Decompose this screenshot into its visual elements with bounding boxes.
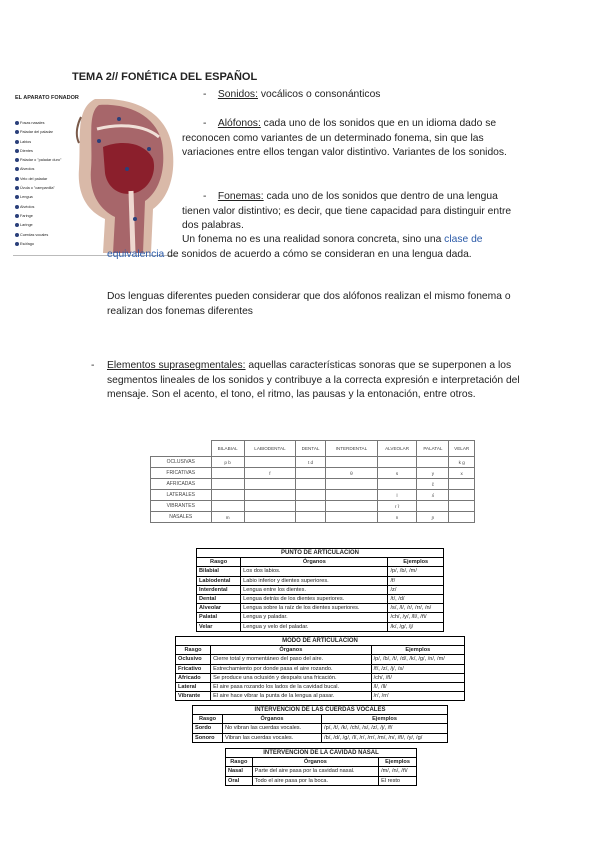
legend-item: Esófago — [15, 240, 61, 249]
legend-item: Fosas nasales — [15, 119, 61, 128]
chart-row-label: VIBRANTES — [151, 501, 212, 512]
table-row: Oclusivo Cierre total y momentáneo del paso del aire. /p/, /b/, /t/, /d/, /k/, /g/, /n/, /m/ — [176, 655, 465, 664]
chart-row-label: FRICATIVAS — [151, 468, 212, 479]
table-caption: MODO DE ARTICULACIÓN — [176, 637, 465, 646]
cavidad-nasal-table: INTERVENCIÓN DE LA CAVIDAD NASAL Rasgo Órganos Ejemplos Nasal Parte del aire pasa por la cavidad nasal. /m/, /n/, /ñ/ Oral Todo el aire pasa por la boca. El resto — [225, 748, 417, 786]
table-row: Vibrante El aire hace vibrar la punta de la lengua al pasar. /r/, /rr/ — [176, 692, 465, 701]
chart-col-header: ALVEOLAR — [377, 441, 417, 457]
table-row: Sonoro Vibran las cuerdas vocales. /b/, /d/, /g/, /l/, /r/, /rr/, /m/, /n/, /ñ/, /y/, /g/ — [193, 733, 448, 742]
table-row: Dental Lengua detrás de los dientes superiores. /t/, /d/ — [197, 594, 444, 603]
table-caption: INTERVENCIÓN DE LAS CUERDAS VOCALES — [193, 706, 448, 715]
punto-articulacion-table: PUNTO DE ARTICULACIÓN Rasgo Órganos Ejemplos Bilabial Los dos labios. /p/, /b/, /m/ Labiodental Labio inferior y dientes superiores. /f/ Interdental Lengua entre los dientes. /z/ Dental Lengua detrás de los dientes superiores. /t/, /d/ Alveolar Lengua sobre la raíz de los dientes superiores. /s/, /l/, /r/, /rr/, /n/ Palatal Lengua y paladar. /ch/, /y/, /ll/, /ñ/ Velar Lengua y velo del paladar. /k/, /g/, /j/ — [196, 548, 444, 632]
bullet-suprasegmentales: - Elementos suprasegmentales: aquellas características sonoras que se superponen a los segmentos lineales de los sonidos y contribuye a la correcta expresión e interpretación del mensaje. Son el acento, el tono, el ritmo, las pausas y la entonación, entre otros. — [91, 360, 520, 401]
legend-item: Lengua — [15, 193, 61, 202]
table-row: Sordo No vibran las cuerdas vocales. /p/, /t/, /k/, /ch/, /s/, /z/, /j/, /f/ — [193, 724, 448, 733]
legend-item: Velo del paladar — [15, 175, 61, 184]
legend-item: Paladar o "paladar duro" — [15, 156, 61, 165]
legend-item: Cuerdas vocales — [15, 231, 61, 240]
table-row: Velar Lengua y velo del paladar. /k/, /g/, /j/ — [197, 622, 444, 631]
legend-item: Laringe — [15, 221, 61, 230]
chart-col-header: BILABIAL — [211, 441, 244, 457]
chart-col-header: VELAR — [449, 441, 475, 457]
chart-row-label: NASALES — [151, 512, 212, 523]
consonant-chart: BILABIAL LABIODENTAL DENTAL INTERDENTAL ALVEOLAR PALATAL VELAR OCLUSIVAS p b t d k g FRICATIVAS f θ s y x AFRICADAS ĉ LATERALES l ʎ VIBRANTES r r̄ NASALES m n ɲ — [150, 440, 475, 540]
legend-item: Úvula o "campanilla" — [15, 184, 61, 193]
cuerdas-vocales-table: INTERVENCIÓN DE LAS CUERDAS VOCALES Rasgo Órganos Ejemplos Sordo No vibran las cuerdas vocales. /p/, /t/, /k/, /ch/, /s/, /z/, /j/, /f/ Sonoro Vibran las cuerdas vocales. /b/, /d/, /g/, /l/, /r/, /rr/, /m/, /n/, /ñ/, /y/, /g/ — [192, 705, 448, 743]
table-row: Labiodental Labio inferior y dientes superiores. /f/ — [197, 576, 444, 585]
chart-row-label: AFRICADAS — [151, 479, 212, 490]
term-suprasegmentales: Elementos suprasegmentales: — [107, 360, 246, 371]
legend-item: Alvéolos — [15, 203, 61, 212]
legend-item: Dientes — [15, 147, 61, 156]
bullet-sonidos: - Sonidos: vocálicos o consonánticos — [203, 89, 381, 100]
chart-col-header: INTERDENTAL — [326, 441, 378, 457]
legend-item: Faringe — [15, 212, 61, 221]
head-cross-section-illustration — [75, 99, 177, 253]
fonema-definition: Un fonema no es una realidad sonora concreta, sino una clase de equivalencia de sonidos de acuerdo a cómo se consideran en una lengua dada. — [107, 234, 483, 260]
chart-col-header: DENTAL — [296, 441, 326, 457]
chart-row-label: OCLUSIVAS — [151, 457, 212, 468]
term-fonemas: Fonemas: — [217, 191, 264, 202]
table-row: Fricativo Estrechamiento por donde pasa el aire rozando. /f/, /z/, /j/, /s/ — [176, 664, 465, 673]
table-row: Bilabial Los dos labios. /p/, /b/, /m/ — [197, 567, 444, 576]
modo-articulacion-table: MODO DE ARTICULACIÓN Rasgo Órganos Ejemplos Oclusivo Cierre total y momentáneo del paso del aire. /p/, /b/, /t/, /d/, /k/, /g/, /n/, /m/ Fricativo Estrechamiento por donde pasa el aire rozando. /f/, /z/, /j/, /s/ Africado Se produce una oclusión y después una fricación. /ch/, /ñ/ Lateral El aire pasa rozando los lados de la cavidad bucal. /l/, /ll/ Vibrante El aire hace vibrar la punta de la lengua al pasar. /r/, /rr/ — [175, 636, 465, 701]
table-caption: PUNTO DE ARTICULACIÓN — [197, 549, 444, 558]
figure-legend — [15, 119, 61, 249]
table-row: Alveolar Lengua sobre la raíz de los dientes superiores. /s/, /l/, /r/, /rr/, /n/ — [197, 604, 444, 613]
table-row: Nasal Parte del aire pasa por la cavidad nasal. /m/, /n/, /ñ/ — [226, 767, 417, 776]
vocal-apparatus-figure — [13, 95, 177, 256]
equivalence-class-link[interactable]: clase de equivalencia — [107, 234, 483, 260]
table-caption: INTERVENCIÓN DE LA CAVIDAD NASAL — [226, 749, 417, 758]
legend-item: Alveolos — [15, 165, 61, 174]
table-row: Palatal Lengua y paladar. /ch/, /y/, /ll/, /ñ/ — [197, 613, 444, 622]
chart-row-label: LATERALES — [151, 490, 212, 501]
chart-col-header: LABIODENTAL — [244, 441, 295, 457]
bullet-alofonos: - Alófonos: cada uno de los sonidos que en un idioma dado se reconocen como variantes de un determinado fonema, sin que las variaciones entre ellos tengan valor distintivo. Variantes de los sonidos. — [182, 118, 507, 159]
alofonos-note: Dos lenguas diferentes pueden considerar que dos alófonos realizan el mismo fonema o realizan dos fonemas diferentes — [107, 291, 511, 317]
legend-item: Labios — [15, 138, 61, 147]
table-row: Oral Todo el aire pasa por la boca. El resto — [226, 776, 417, 785]
term-sonidos: Sonidos: — [217, 89, 258, 100]
bullet-fonemas: - Fonemas: cada uno de los sonidos que dentro de una lengua tienen valor distintivo; es decir, que tiene capacidad para distinguir entre dos palabras. — [182, 191, 512, 232]
page-title: TEMA 2// FONÉTICA DEL ESPAÑOL — [72, 71, 258, 83]
table-row: Africado Se produce una oclusión y después una fricación. /ch/, /ñ/ — [176, 673, 465, 682]
table-row: Interdental Lengua entre los dientes. /z/ — [197, 585, 444, 594]
chart-col-header: PALATAL — [417, 441, 449, 457]
figure-title: EL APARATO FONADOR — [15, 95, 79, 101]
term-alofonos: Alófonos: — [217, 118, 261, 129]
table-row: Lateral El aire pasa rozando los lados de la cavidad bucal. /l/, /ll/ — [176, 682, 465, 691]
legend-item: Paladar del paladar — [15, 128, 61, 137]
